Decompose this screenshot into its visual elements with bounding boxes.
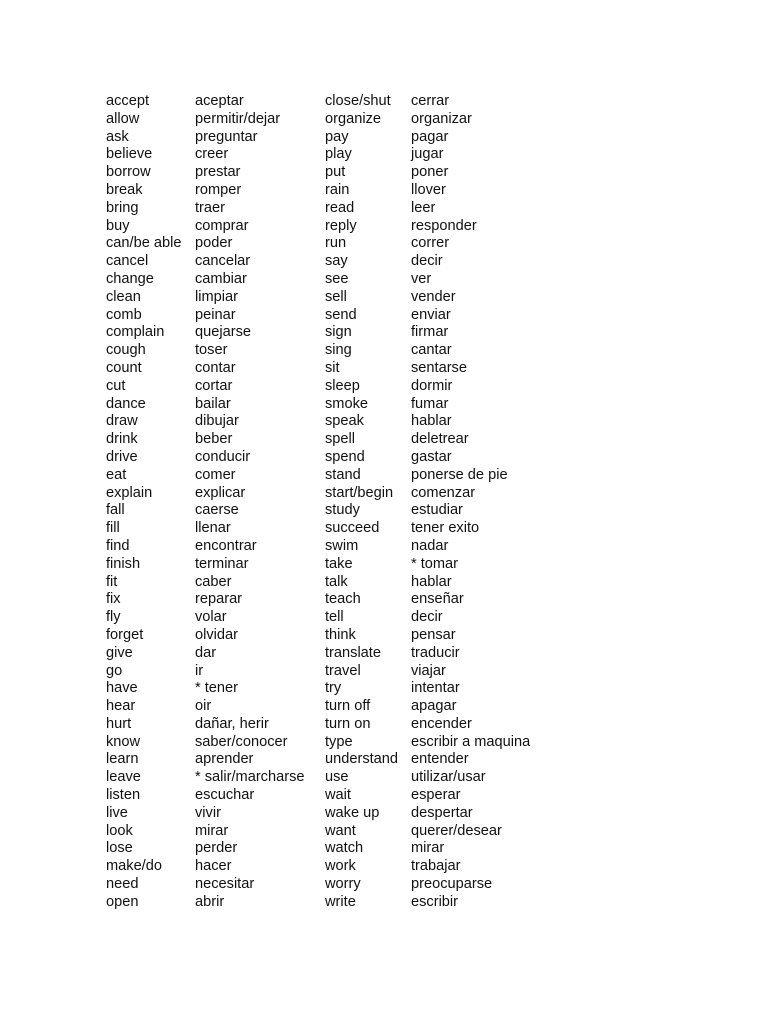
- spanish-translation: comprar: [195, 217, 249, 234]
- spanish-translation: llenar: [195, 520, 231, 537]
- english-word: take: [325, 555, 353, 572]
- english-word: start/begin: [325, 484, 394, 501]
- english-word: organize: [325, 110, 381, 127]
- spanish-translation: bailar: [195, 395, 231, 412]
- english-word: sleep: [325, 377, 360, 394]
- english-word: pay: [325, 128, 349, 145]
- spanish-translation: beber: [195, 431, 233, 448]
- english-word: understand: [325, 751, 399, 768]
- spanish-translation: enseñar: [411, 591, 464, 608]
- spanish-translation: pagar: [411, 128, 449, 145]
- english-word: finish: [106, 555, 141, 572]
- english-word: lose: [106, 840, 133, 857]
- spanish-translation: quejarse: [195, 324, 251, 341]
- english-word: spell: [325, 431, 356, 448]
- english-word: type: [325, 733, 353, 750]
- english-word: drive: [106, 448, 138, 465]
- english-word: wait: [325, 787, 351, 804]
- spanish-translation: cancelar: [195, 253, 251, 270]
- spanish-translation: poner: [411, 164, 449, 181]
- english-word: clean: [106, 288, 141, 305]
- english-word: worry: [325, 876, 361, 893]
- spanish-translation: encontrar: [195, 537, 257, 554]
- english-word: give: [106, 644, 133, 661]
- english-word: change: [106, 270, 154, 287]
- english-word: sell: [325, 288, 347, 305]
- english-word: fit: [106, 573, 118, 590]
- english-word: swim: [325, 537, 359, 554]
- spanish-translation: terminar: [195, 555, 249, 572]
- english-word: buy: [106, 217, 130, 234]
- spanish-translation: decir: [411, 253, 443, 270]
- english-word: sit: [325, 359, 340, 376]
- spanish-translation: encender: [411, 715, 472, 732]
- spanish-translation: dormir: [411, 377, 453, 394]
- spanish-translation: preguntar: [195, 128, 258, 145]
- english-word: believe: [106, 146, 153, 163]
- spanish-translation: * salir/marcharse: [195, 769, 305, 786]
- spanish-translation: preocuparse: [411, 876, 493, 893]
- english-word: see: [325, 270, 349, 287]
- english-word: want: [325, 822, 356, 839]
- english-word: cough: [106, 342, 146, 359]
- word-block-left: [106, 93, 325, 912]
- english-word: fill: [106, 520, 120, 537]
- english-word: listen: [106, 787, 141, 804]
- spanish-translation: correr: [411, 235, 450, 252]
- english-word: stand: [325, 466, 361, 483]
- english-word: can/be able: [106, 235, 182, 252]
- english-column-right: [325, 93, 411, 912]
- spanish-translation: escribir a maquina: [411, 733, 531, 750]
- english-word: send: [325, 306, 357, 323]
- english-word: work: [325, 858, 356, 875]
- english-word: play: [325, 146, 352, 163]
- spanish-translation: aceptar: [195, 93, 244, 109]
- spanish-translation: traducir: [411, 644, 460, 661]
- spanish-translation: dañar, herir: [195, 715, 269, 732]
- english-word: borrow: [106, 164, 151, 181]
- spanish-translation: contar: [195, 359, 236, 376]
- spanish-translation: deletrear: [411, 431, 469, 448]
- english-word: smoke: [325, 395, 368, 412]
- spanish-translation: fumar: [411, 395, 449, 412]
- spanish-translation: necesitar: [195, 876, 255, 893]
- english-word: find: [106, 537, 130, 554]
- english-word: think: [325, 626, 356, 643]
- spanish-translation: * tomar: [411, 555, 459, 572]
- english-word: tell: [325, 609, 344, 626]
- spanish-translation: vivir: [195, 804, 221, 821]
- english-word: fly: [106, 609, 121, 626]
- spanish-translation: enviar: [411, 306, 451, 323]
- spanish-translation: cortar: [195, 377, 233, 394]
- spanish-translation: conducir: [195, 448, 251, 465]
- spanish-translation: pensar: [411, 626, 456, 643]
- spanish-translation: comer: [195, 466, 236, 483]
- english-word: study: [325, 502, 360, 519]
- spanish-translation: apagar: [411, 698, 457, 715]
- spanish-translation: escuchar: [195, 787, 255, 804]
- spanish-translation: utilizar/usar: [411, 769, 486, 786]
- english-word: cancel: [106, 253, 149, 270]
- english-word: eat: [106, 466, 127, 483]
- spanish-translation: olvidar: [195, 626, 238, 643]
- english-word: dance: [106, 395, 146, 412]
- spanish-translation: decir: [411, 609, 443, 626]
- spanish-translation: caerse: [195, 502, 239, 519]
- word-block-right: [325, 93, 551, 912]
- spanish-translation: esperar: [411, 787, 461, 804]
- english-word: live: [106, 804, 128, 821]
- english-word: try: [325, 680, 342, 697]
- english-word: explain: [106, 484, 153, 501]
- english-word: fix: [106, 591, 121, 608]
- spanish-translation: creer: [195, 146, 229, 163]
- spanish-translation: jugar: [411, 146, 444, 163]
- spanish-translation: aprender: [195, 751, 254, 768]
- english-word: put: [325, 164, 346, 181]
- spanish-translation: saber/conocer: [195, 733, 288, 750]
- spanish-translation: cambiar: [195, 270, 247, 287]
- spanish-translation: cerrar: [411, 93, 450, 109]
- spanish-translation: * tener: [195, 680, 238, 697]
- english-word: need: [106, 876, 139, 893]
- english-word: hear: [106, 698, 136, 715]
- english-word: say: [325, 253, 348, 270]
- english-word: forget: [106, 626, 144, 643]
- spanish-translation: poder: [195, 235, 233, 252]
- spanish-translation: viajar: [411, 662, 446, 679]
- english-word: leave: [106, 769, 141, 786]
- english-word: turn off: [325, 698, 371, 715]
- english-word: complain: [106, 324, 165, 341]
- spanish-translation: traer: [195, 199, 226, 216]
- spanish-translation: comenzar: [411, 484, 476, 501]
- english-word: read: [325, 199, 355, 216]
- spanish-translation: mirar: [411, 840, 445, 857]
- english-word: bring: [106, 199, 139, 216]
- spanish-translation: tener exito: [411, 520, 480, 537]
- spanish-translation: despertar: [411, 804, 473, 821]
- spanish-translation: dibujar: [195, 413, 239, 430]
- spanish-translation: perder: [195, 840, 238, 857]
- english-word: wake up: [325, 804, 380, 821]
- english-word: close/shut: [325, 93, 391, 109]
- english-word: use: [325, 769, 349, 786]
- spanish-translation: llover: [411, 181, 446, 198]
- english-word: comb: [106, 306, 142, 323]
- english-word: hurt: [106, 715, 132, 732]
- english-word: speak: [325, 413, 364, 430]
- spanish-translation: hablar: [411, 573, 452, 590]
- spanish-translation: hacer: [195, 858, 232, 875]
- spanish-translation: intentar: [411, 680, 460, 697]
- spanish-translation: ponerse de pie: [411, 466, 508, 483]
- english-word: have: [106, 680, 138, 697]
- english-word: succeed: [325, 520, 380, 537]
- spanish-translation: organizar: [411, 110, 472, 127]
- english-word: go: [106, 662, 123, 679]
- spanish-translation: querer/desear: [411, 822, 502, 839]
- english-word: make/do: [106, 858, 162, 875]
- english-word: open: [106, 893, 139, 910]
- spanish-translation: oir: [195, 698, 212, 715]
- spanish-translation: firmar: [411, 324, 449, 341]
- english-word: learn: [106, 751, 139, 768]
- spanish-translation: leer: [411, 199, 436, 216]
- spanish-translation: escribir: [411, 893, 459, 910]
- english-word: watch: [325, 840, 364, 857]
- spanish-translation: prestar: [195, 164, 241, 181]
- spanish-column-right: [411, 93, 551, 912]
- english-word: rain: [325, 181, 350, 198]
- english-word: break: [106, 181, 143, 198]
- english-word: talk: [325, 573, 348, 590]
- spanish-translation: limpiar: [195, 288, 238, 305]
- spanish-translation: vender: [411, 288, 456, 305]
- spanish-translation: nadar: [411, 537, 449, 554]
- spanish-translation: sentarse: [411, 359, 467, 376]
- spanish-translation: permitir/dejar: [195, 110, 281, 127]
- spanish-translation: reparar: [195, 591, 243, 608]
- english-word: draw: [106, 413, 138, 430]
- english-word: fall: [106, 502, 125, 519]
- spanish-translation: abrir: [195, 893, 225, 910]
- english-word: reply: [325, 217, 357, 234]
- spanish-translation: hablar: [411, 413, 452, 430]
- english-word: translate: [325, 644, 381, 661]
- english-word: teach: [325, 591, 361, 608]
- english-word: sign: [325, 324, 352, 341]
- english-word: travel: [325, 662, 361, 679]
- english-word: turn on: [325, 715, 371, 732]
- english-word: accept: [106, 93, 149, 109]
- spanish-translation: estudiar: [411, 502, 463, 519]
- english-word: look: [106, 822, 133, 839]
- spanish-translation: volar: [195, 609, 227, 626]
- spanish-translation: toser: [195, 342, 228, 359]
- english-word: sing: [325, 342, 352, 359]
- spanish-translation: romper: [195, 181, 242, 198]
- english-word: drink: [106, 431, 138, 448]
- english-word: write: [325, 893, 356, 910]
- spanish-translation: entender: [411, 751, 469, 768]
- english-word: know: [106, 733, 141, 750]
- english-word: allow: [106, 110, 140, 127]
- spanish-translation: ir: [195, 662, 204, 679]
- english-column-left: [106, 93, 195, 912]
- spanish-translation: peinar: [195, 306, 236, 323]
- spanish-translation: explicar: [195, 484, 246, 501]
- spanish-column-left: [195, 93, 325, 912]
- spanish-translation: ver: [411, 270, 432, 287]
- english-word: count: [106, 359, 142, 376]
- spanish-translation: cantar: [411, 342, 452, 359]
- spanish-translation: dar: [195, 644, 217, 661]
- english-word: cut: [106, 377, 126, 394]
- english-word: ask: [106, 128, 129, 145]
- vocabulary-table: [106, 93, 551, 912]
- spanish-translation: trabajar: [411, 858, 461, 875]
- spanish-translation: mirar: [195, 822, 229, 839]
- spanish-translation: caber: [195, 573, 232, 590]
- english-word: spend: [325, 448, 365, 465]
- english-word: run: [325, 235, 347, 252]
- spanish-translation: gastar: [411, 448, 452, 465]
- spanish-translation: responder: [411, 217, 477, 234]
